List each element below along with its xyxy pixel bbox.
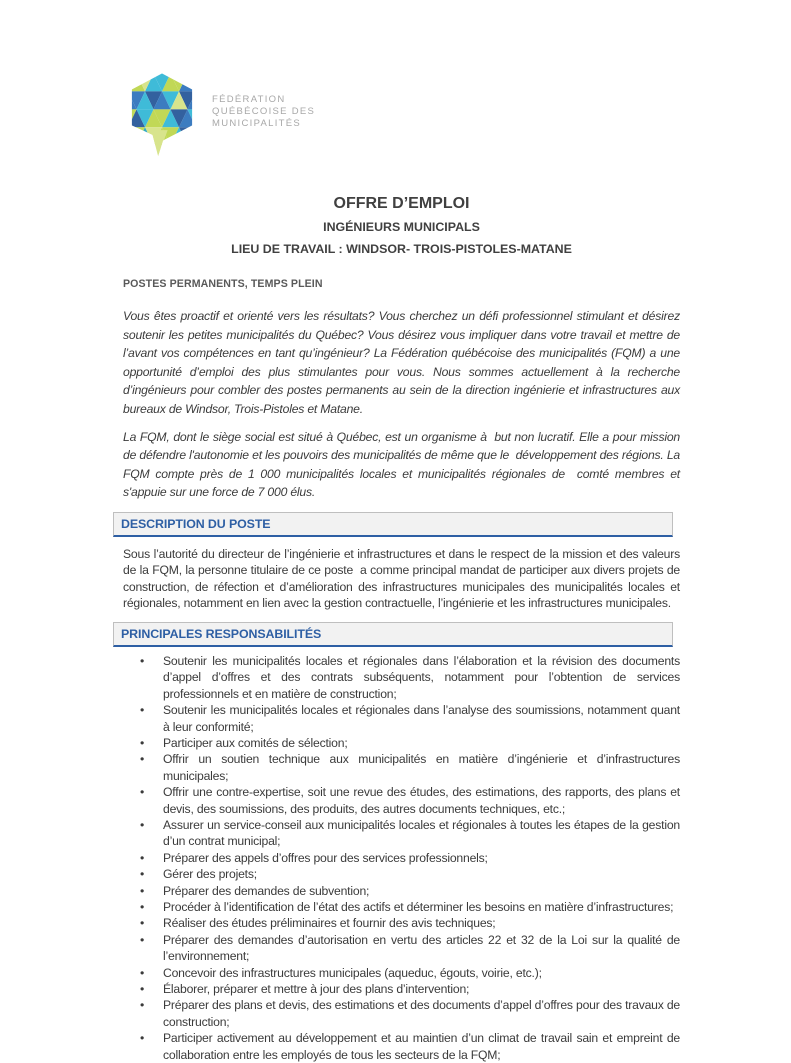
section-header-responsibilities xyxy=(113,622,673,647)
wordmark-line-2: QUÉBÉCOISE DES xyxy=(212,106,316,117)
responsibility-item: • Soutenir les municipalités locales et régionales dans l’analyse des soumissions, notamment quant à leur conformité; xyxy=(123,702,680,735)
document-content xyxy=(121,0,684,1063)
responsibility-item: • Préparer des demandes de subvention; xyxy=(123,883,680,899)
responsibility-item: • Préparer des plans et devis, des estimations et des documents d’appel d’offres pour des travaux de construction; xyxy=(123,997,680,1030)
responsibilities-list xyxy=(123,653,680,1063)
description-paragraph: Sous l’autorité du directeur de l’ingénierie et infrastructures et dans le respect de la mission et des valeurs de la FQM, la personne titulaire de ce poste a comme principal mandat de participer aux divers projets de construction, de réfection et d’amélioration des infrastructures municipales des municipalités locales et régionales, notamment en lien avec la gestion contractuelle, l’ingénierie et les infrastructures municipales. xyxy=(123,546,684,611)
responsibility-item: • Assurer un service-conseil aux municipalités locales et régionales à toutes les étapes de la gestion d’un contrat municipal; xyxy=(123,817,680,850)
responsibility-item: • Préparer des demandes d’autorisation en vertu des articles 22 et 32 de la Loi sur la qualité de l’environnement; xyxy=(123,932,680,965)
responsibility-item: • Offrir une contre-expertise, soit une revue des études, des estimations, des rapports, des plans et devis, des soumissions, des produits, des autres documents techniques, etc.; xyxy=(123,784,680,817)
responsibility-item: • Offrir un soutien technique aux municipalités en matière d’ingénierie et d’infrastructures municipales; xyxy=(123,751,680,784)
employment-type-label: POSTES PERMANENTS, TEMPS PLEIN xyxy=(123,278,323,290)
intro-paragraph-1: Vous êtes proactif et orienté vers les résultats? Vous cherchez un défi professionnel stimulant et désirez soutenir les petites municipalités du Québec? Vous désirez vous impliquer dans votre travail et mettre de l’avant vos compétences en tant qu’ingénieur? La Fédération québécoise des municipalités (FQM) a une opportunité d’emploi des plus stimulantes pour vous. Nous sommes actuellement à la recherche d’ingénieurs pour combler des postes permanents au sein de la direction ingénierie et infrastructures aux bureaux de Windsor, Trois-Pistoles et Matane. xyxy=(123,309,684,416)
fqm-logo-icon xyxy=(128,70,196,160)
title-block xyxy=(123,195,680,257)
responsibility-item: • Préparer des appels d’offres pour des services professionnels; xyxy=(123,850,680,866)
responsibility-item: • Participer activement au développement et au maintien d’un climat de travail sain et empreint de collaboration entre les employés de tous les secteurs de la FQM; xyxy=(123,1030,680,1063)
section-header-description xyxy=(113,512,673,537)
page-title: OFFRE D’EMPLOI xyxy=(333,195,470,212)
wordmark-line-1: FÉDÉRATION xyxy=(212,94,286,105)
responsibility-item: • Procéder à l’identification de l’état des actifs et déterminer les besoins en matière d’infrastructures; xyxy=(123,899,680,915)
subtitle-position: INGÉNIEURS MUNICIPALS xyxy=(323,220,480,234)
intro-paragraph-2: La FQM, dont le siège social est situé à Québec, est un organisme à but non lucratif. Elle a pour mission de défendre l'autonomie et les pouvoirs des municipalités de même que le développement des régions. La FQM compte près de 1 000 municipalités locales et municipalités régionales de comté membres et s'appuie sur une force de 7 000 élus. xyxy=(123,429,684,500)
fqm-logo xyxy=(128,0,680,162)
responsibility-item: • Gérer des projets; xyxy=(123,866,680,882)
wordmark-line-3: MUNICIPALITÉS xyxy=(212,118,302,129)
responsibility-item: • Participer aux comités de sélection; xyxy=(123,735,680,751)
section-heading-text: DESCRIPTION DU POSTE xyxy=(121,516,271,531)
responsibility-item: • Réaliser des études préliminaires et fournir des avis techniques; xyxy=(123,915,680,931)
section-heading-text: PRINCIPALES RESPONSABILITÉS xyxy=(121,626,322,641)
responsibility-item: • Concevoir des infrastructures municipales (aqueduc, égouts, voirie, etc.); xyxy=(123,965,680,981)
responsibility-item: • Élaborer, préparer et mettre à jour des plans d’intervention; xyxy=(123,981,680,997)
responsibility-item: • Soutenir les municipalités locales et régionales dans l’élaboration et la révision des documents d’appel d’offres et des contrats subséquents, notamment pour l’obtention de services professionnels et en matière de construction; xyxy=(123,653,680,702)
fqm-logo-wordmark xyxy=(212,94,315,130)
subtitle-location: LIEU DE TRAVAIL : WINDSOR- TROIS-PISTOLES-MATANE xyxy=(231,242,572,256)
